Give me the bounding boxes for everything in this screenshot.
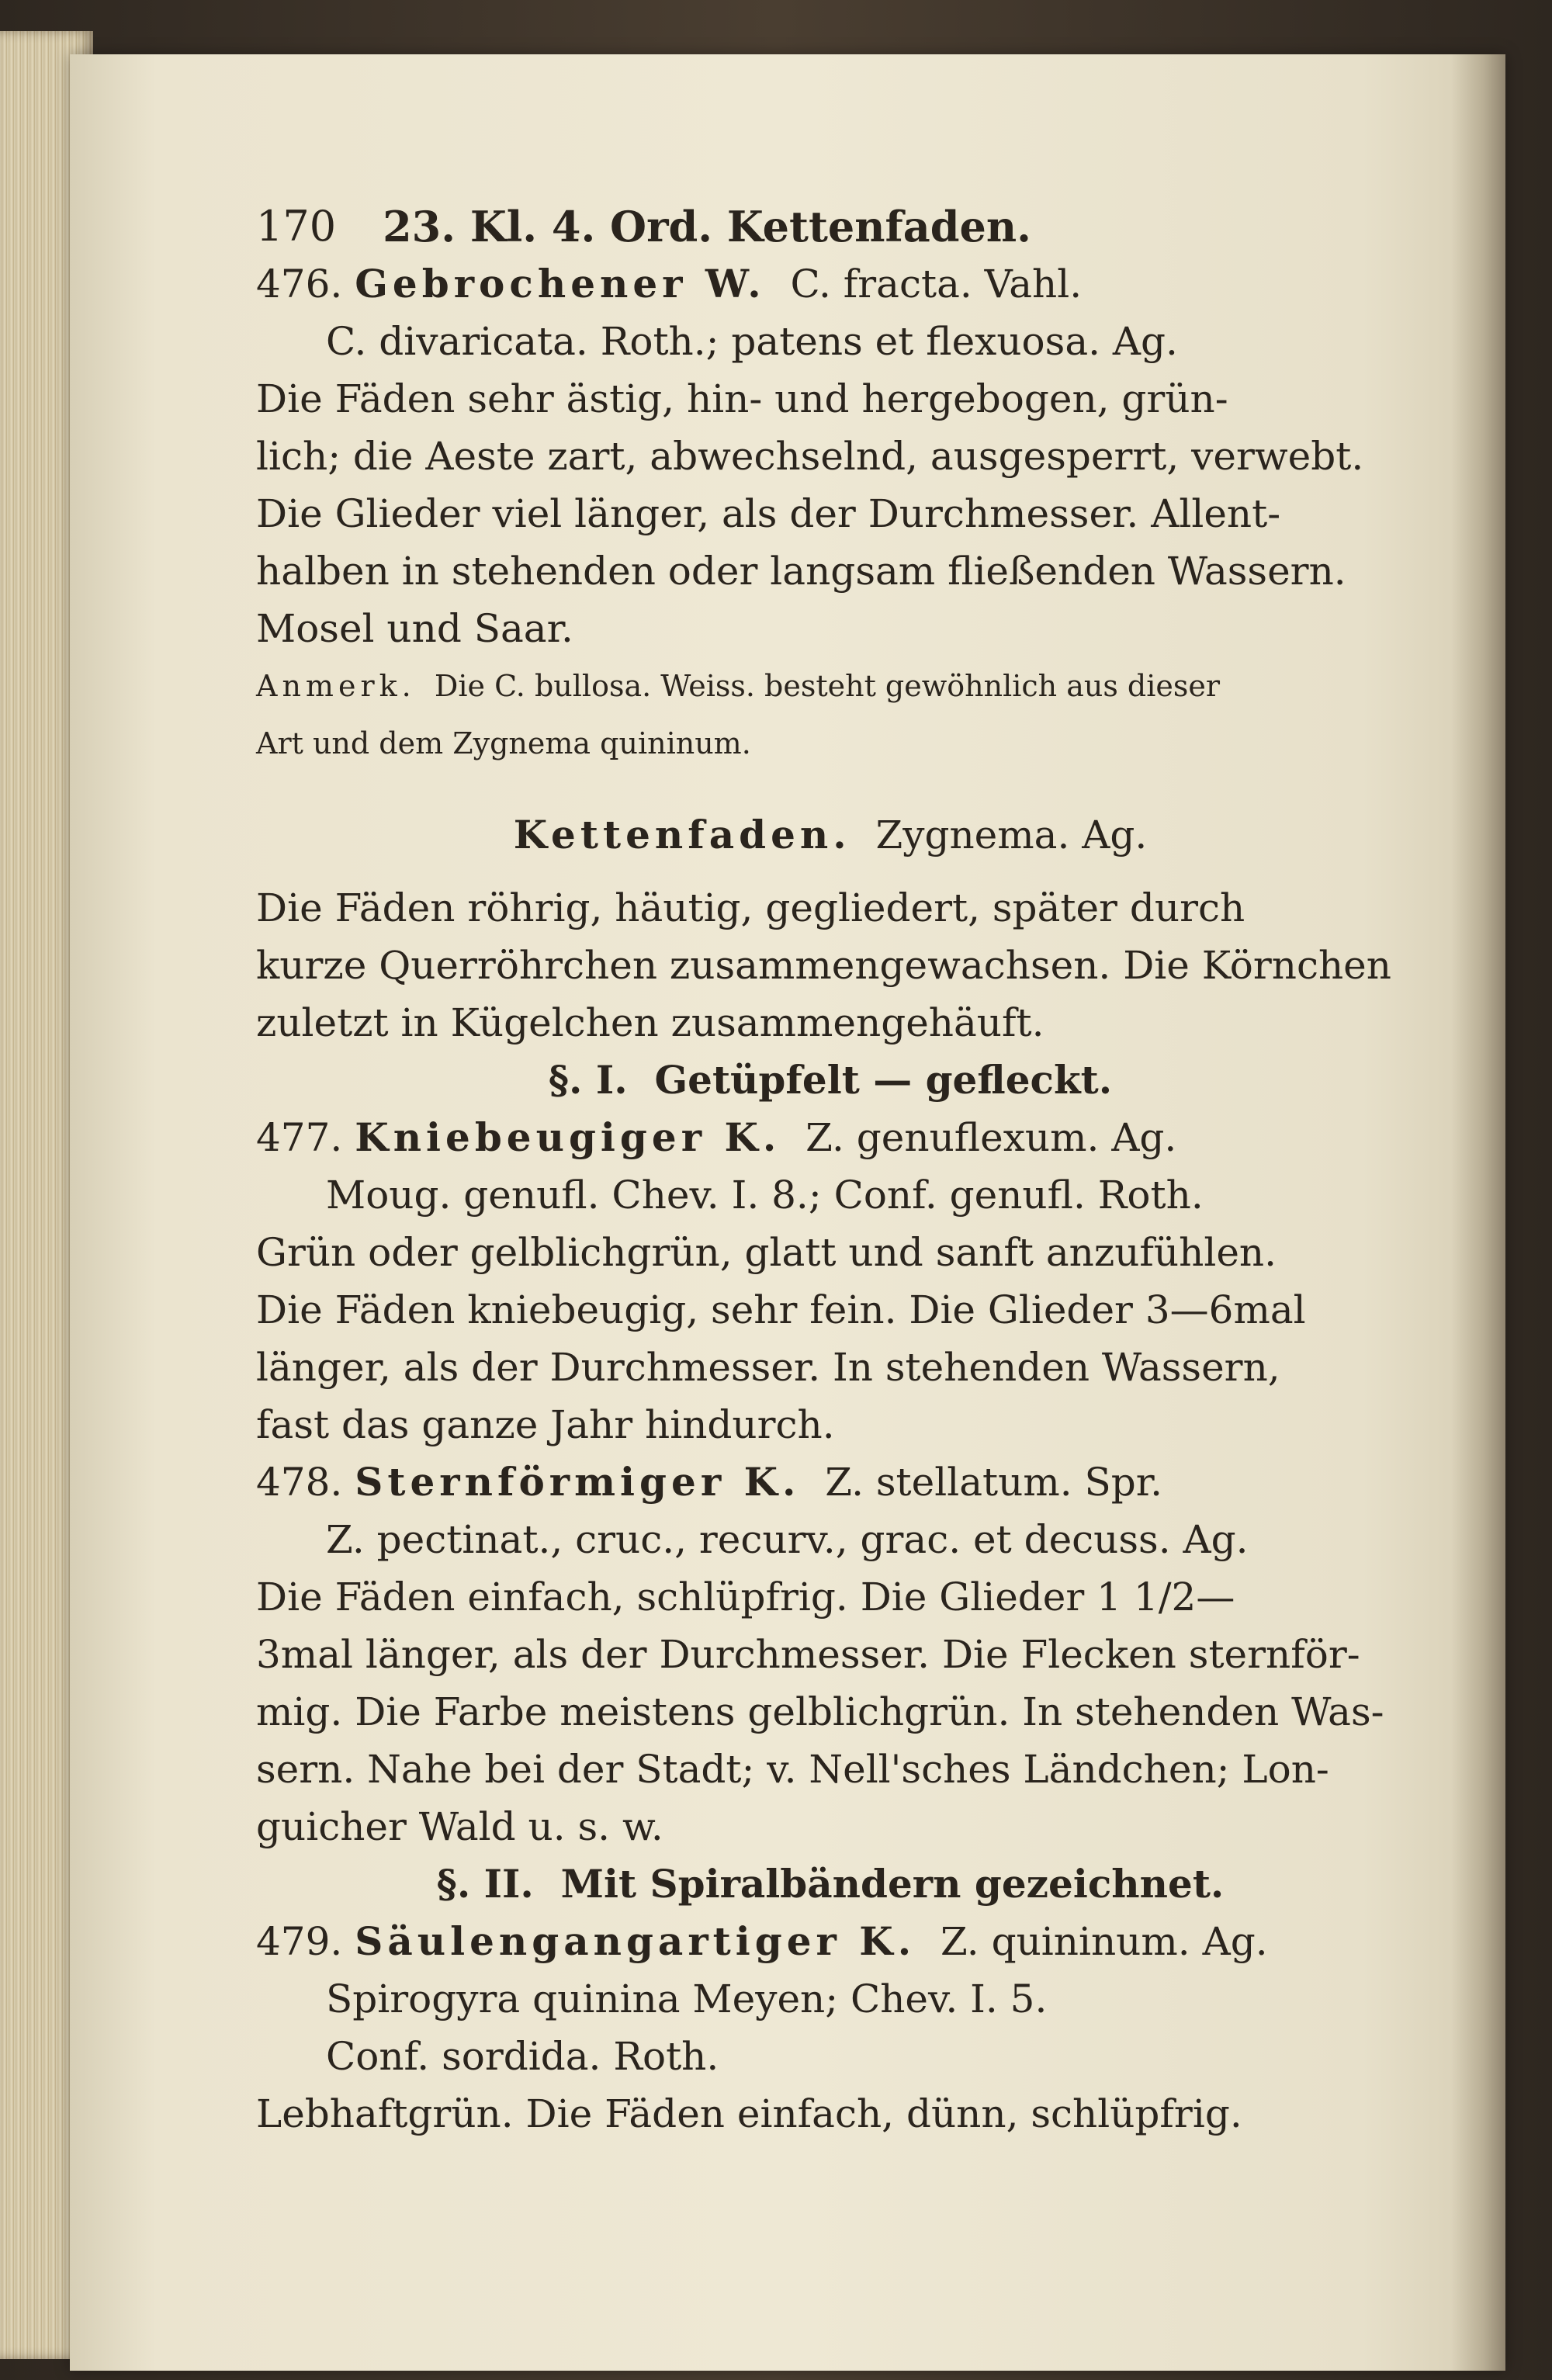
- entry-latin: Z. quininum. Ag.: [940, 1919, 1268, 1964]
- genus-desc-line: zuletzt in Kügelchen zusammengehäuft.: [256, 1000, 1044, 1045]
- genus-desc-line: Die Fäden röhrig, häutig, gegliedert, später durch: [256, 885, 1245, 930]
- section-2-heading: [256, 1855, 1405, 1913]
- entry-latin: Z. genuflexum. Ag.: [805, 1115, 1177, 1160]
- entry-479-synonyms: Conf. sordida. Roth.: [326, 2034, 719, 2079]
- entry-477-synonyms: Moug. genufl. Chev. I. 8.; Conf. genufl. Roth.: [326, 1173, 1204, 1218]
- entry-478-desc-line: mig. Die Farbe meistens gelblichgrün. In stehenden Was-: [256, 1689, 1384, 1734]
- entry-number: 478.: [256, 1460, 343, 1505]
- section-title: Getüpfelt — gefleckt.: [654, 1057, 1113, 1103]
- entry-476-desc-line: Die Fäden sehr ästig, hin- und hergebogen, grün-: [256, 376, 1228, 421]
- entry-476-heading: [256, 255, 1405, 313]
- entry-477-heading: [256, 1109, 1405, 1166]
- genus-title: Kettenfaden.: [513, 812, 851, 857]
- entry-477-desc-line: länger, als der Durchmesser. In stehenden Wassern,: [256, 1345, 1280, 1390]
- entry-479-desc-line: Lebhaftgrün. Die Fäden einfach, dünn, schlüpfrig.: [256, 2091, 1242, 2136]
- section-label: §. I.: [548, 1057, 628, 1103]
- entry-479-heading: [256, 1913, 1405, 1970]
- entry-name: Kniebeugiger K.: [355, 1114, 781, 1160]
- entry-476-desc-line: Die Glieder viel länger, als der Durchmesser. Allent-: [256, 491, 1281, 536]
- entry-478-desc-line: guicher Wald u. s. w.: [256, 1804, 663, 1849]
- entry-476-desc-line: Mosel und Saar.: [256, 606, 573, 651]
- entry-478-synonyms: Z. pectinat., cruc., recurv., grac. et decuss. Ag.: [326, 1517, 1249, 1562]
- entry-476-desc-line: lich; die Aeste zart, abwechselnd, ausgesperrt, verwebt.: [256, 434, 1364, 479]
- page-gutter: [1451, 54, 1505, 2371]
- entry-476-desc-line: halben in stehenden oder langsam fließenden Wassern.: [256, 549, 1346, 594]
- entry-477-desc-line: fast das ganze Jahr hindurch.: [256, 1402, 835, 1447]
- genus-heading: [256, 806, 1405, 864]
- entry-name: Säulengangartiger K.: [355, 1918, 916, 1964]
- section-label: §. II.: [436, 1861, 534, 1907]
- section-title: Mit Spiralbändern gezeichnet.: [560, 1861, 1225, 1907]
- entry-476-synonyms: C. divaricata. Roth.; patens et flexuosa. Ag.: [326, 319, 1178, 364]
- section-1-heading: [256, 1051, 1405, 1109]
- entry-477-desc-line: Grün oder gelblichgrün, glatt und sanft anzufühlen.: [256, 1230, 1277, 1275]
- entry-name: Gebrochener W.: [355, 261, 766, 307]
- entry-name: Sternförmiger K.: [355, 1459, 801, 1505]
- entry-478-heading: [256, 1453, 1405, 1511]
- page-text: [256, 198, 1405, 2143]
- running-title: 23. Kl. 4. Ord. Kettenfaden.: [383, 202, 1031, 251]
- entry-477-desc-line: Die Fäden kniebeugig, sehr fein. Die Glieder 3—6mal: [256, 1287, 1306, 1332]
- entry-478-desc-line: 3mal länger, als der Durchmesser. Die Flecken sternför-: [256, 1632, 1360, 1677]
- entry-number: 477.: [256, 1115, 343, 1160]
- note-label: Anmerk.: [256, 669, 416, 703]
- entry-number: 479.: [256, 1919, 343, 1964]
- genus-latin: Zygnema. Ag.: [875, 812, 1148, 857]
- running-header: [256, 198, 1405, 255]
- entry-latin: C. fracta. Vahl.: [790, 262, 1083, 307]
- entry-latin: Z. stellatum. Spr.: [825, 1460, 1163, 1505]
- entry-478-desc-line: Die Fäden einfach, schlüpfrig. Die Glieder 1 1/2—: [256, 1575, 1235, 1620]
- genus-desc-line: kurze Querröhrchen zusammengewachsen. Die Körnchen: [256, 943, 1391, 988]
- entry-478-desc-line: sern. Nahe bei der Stadt; v. Nell'sches Ländchen; Lon-: [256, 1747, 1329, 1792]
- page-number: 170: [256, 202, 337, 251]
- note-text: Die C. bullosa. Weiss. besteht gewöhnlich aus dieser: [434, 669, 1221, 703]
- entry-476-note-line: Art und dem Zygnema quininum.: [256, 726, 751, 760]
- entry-476-note: [256, 657, 1405, 715]
- entry-479-synonyms: Spirogyra quinina Meyen; Chev. I. 5.: [326, 1976, 1048, 2021]
- entry-number: 476.: [256, 262, 343, 307]
